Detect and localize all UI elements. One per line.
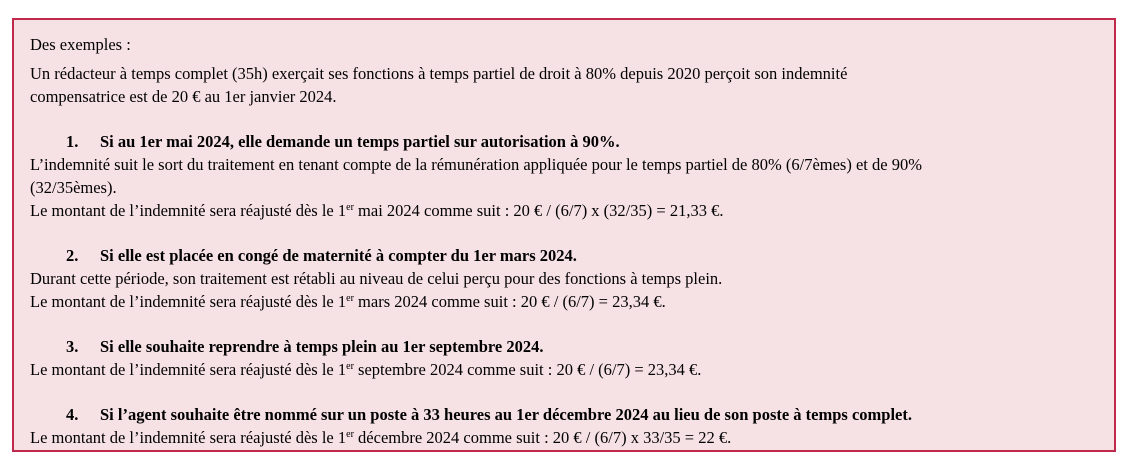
examples-box xyxy=(12,18,1116,452)
case-2-ordinal: er xyxy=(346,293,354,304)
case-2-amount-text: Le montant de l’indemnité sera réajusté dès le 1 xyxy=(30,292,347,311)
case-4-title: Si l’agent souhaite être nommé sur un poste à 33 heures au 1er décembre 2024 au lieu de son poste à temps complet. xyxy=(100,405,912,424)
case-3-ordinal: er xyxy=(346,361,354,372)
case-2-title-row xyxy=(66,246,577,266)
case-3-title: Si elle souhaite reprendre à temps plein au 1er septembre 2024. xyxy=(100,337,544,356)
case-1-line-2: (32/35èmes). xyxy=(30,178,117,197)
case-2-amount xyxy=(30,292,666,312)
case-1-amount-text: Le montant de l’indemnité sera réajusté dès le 1 xyxy=(30,201,347,220)
case-2-title: Si elle est placée en congé de maternité à compter du 1er mars 2024. xyxy=(100,246,577,265)
case-4-title-row xyxy=(66,405,912,425)
case-2-number: 2. xyxy=(66,246,79,265)
intro-heading: Des exemples : xyxy=(30,35,131,54)
case-2-line-1: Durant cette période, son traitement est rétabli au niveau de celui perçu pour des fonctions à temps plein. xyxy=(30,269,723,288)
case-3-amount-formula: septembre 2024 comme suit : 20 € / (6/7) = 23,34 €. xyxy=(353,360,702,379)
intro-line-1: Un rédacteur à temps complet (35h) exerçait ses fonctions à temps partiel de droit à 80% depuis 2020 perçoit son indemnité xyxy=(30,64,848,83)
case-3-number: 3. xyxy=(66,337,79,356)
case-3-amount xyxy=(30,360,701,380)
case-3-amount-text: Le montant de l’indemnité sera réajusté dès le 1 xyxy=(30,360,347,379)
intro-line-2: compensatrice est de 20 € au 1er janvier 2024. xyxy=(30,87,337,106)
case-1-amount xyxy=(30,201,723,221)
case-2-amount-formula: mars 2024 comme suit : 20 € / (6/7) = 23,34 €. xyxy=(353,292,666,311)
case-1-number: 1. xyxy=(66,132,79,151)
case-4-ordinal: er xyxy=(346,429,354,440)
case-1-line-1: L’indemnité suit le sort du traitement en tenant compte de la rémunération appliquée pour le temps partiel de 80% (6/7èmes) et de 90% xyxy=(30,155,922,174)
case-4-amount xyxy=(30,428,731,448)
case-4-amount-formula: décembre 2024 comme suit : 20 € / (6/7) x 33/35 = 22 €. xyxy=(353,428,732,447)
case-1-amount-formula: mai 2024 comme suit : 20 € / (6/7) x (32/35) = 21,33 €. xyxy=(353,201,724,220)
case-1-ordinal: er xyxy=(346,202,354,213)
case-4-amount-text: Le montant de l’indemnité sera réajusté dès le 1 xyxy=(30,428,347,447)
case-1-title-row xyxy=(66,132,620,152)
case-4-number: 4. xyxy=(66,405,79,424)
case-3-title-row xyxy=(66,337,544,357)
case-1-title: Si au 1er mai 2024, elle demande un temps partiel sur autorisation à 90%. xyxy=(100,132,620,151)
